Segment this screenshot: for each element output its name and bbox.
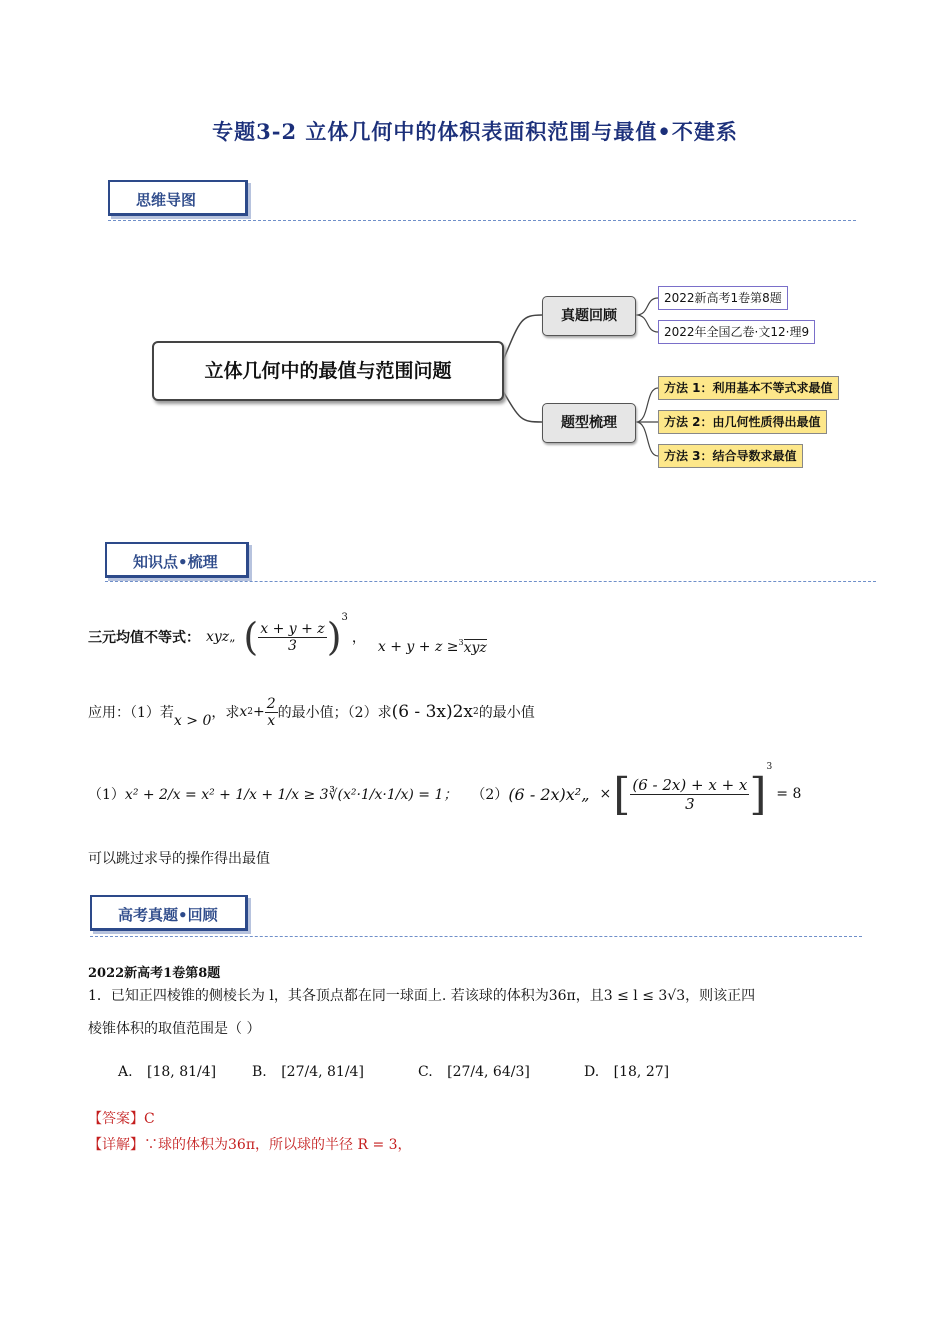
solution2-label: （2）: [471, 787, 509, 803]
option-label: D.: [584, 1064, 600, 1080]
fraction-numerator: x + y + z: [260, 620, 325, 637]
page-title: 专题3-2 立体几何中的体积表面积范围与最值•不建系: [212, 119, 738, 144]
paren-open: (: [243, 615, 259, 659]
mindmap-leaf-method: 方法 3：结合导数求最值: [658, 444, 803, 468]
exam-source: 2022新高考1卷第8题: [88, 966, 221, 981]
solution2-fraction: [630, 776, 749, 813]
inequality-leq: „: [229, 630, 236, 644]
mindmap-leaf-method: 方法 2：由几何性质得出最值: [658, 410, 827, 434]
mindmap-leaf-method: 方法 1：利用基本不等式求最值: [658, 376, 839, 400]
fraction-numerator: 2: [266, 695, 276, 712]
section-divider: [105, 581, 876, 582]
option-label: C.: [418, 1064, 433, 1080]
fraction-denominator: x: [267, 712, 276, 729]
application-fraction: [265, 696, 278, 729]
fraction-denominator: 3: [288, 637, 297, 654]
option-d[interactable]: [584, 1064, 669, 1080]
option-label: A.: [118, 1064, 133, 1080]
answer-line: [88, 1108, 155, 1128]
section-tab-knowledge: 知识点•梳理: [105, 542, 249, 578]
paren-close: ): [326, 615, 342, 659]
option-value: [27/4, 64/3]: [447, 1064, 530, 1080]
bracket-close: ]: [749, 768, 767, 820]
application-expr2: (6 - 3x)2x: [391, 702, 474, 722]
inequality-fraction: [258, 621, 326, 654]
section-divider: [90, 936, 862, 937]
application-label: 应用：（1）若: [88, 705, 174, 721]
root-argument: xyz: [463, 639, 487, 656]
application-expr1: x: [239, 704, 248, 720]
root-index: 3: [458, 637, 464, 647]
solution-line: [88, 762, 801, 826]
inequality-rhs: x + y + z ≥: [377, 639, 459, 655]
detail-line: [88, 1134, 412, 1154]
solution1-text: x² + 2/x = x² + 1/x + 1/x ≥ 3∛(x²·1/x·1/x) = 1；: [124, 787, 458, 803]
application-condition: x > 0: [173, 713, 212, 729]
question-line-2: 棱锥体积的取值范围是（ ）: [88, 1021, 261, 1037]
option-value: [27/4, 81/4]: [281, 1064, 364, 1080]
solution2-power: 3: [766, 762, 773, 772]
fraction-denominator: 3: [685, 794, 695, 813]
detail-tag: 【详解】: [88, 1137, 144, 1153]
inequality-line: [88, 612, 487, 662]
mindmap-leaf: 2022新高考1卷第8题: [658, 286, 788, 310]
inequality-power: 3: [341, 612, 348, 623]
detail-text: ∵球的体积为36π，所以球的半径 R = 3，: [144, 1137, 412, 1153]
solution2-rhs: = 8: [776, 786, 802, 802]
solution2-times: ×: [599, 786, 612, 802]
inequality-lhs: xyz: [206, 629, 230, 645]
section-tab-exam: 高考真题•回顾: [90, 895, 248, 931]
knowledge-note: 可以跳过求导的操作得出最值: [88, 851, 270, 867]
application-mid: ，求: [211, 705, 240, 721]
application-line: [88, 690, 535, 734]
application-plus: +: [253, 704, 265, 720]
option-b[interactable]: [252, 1064, 364, 1080]
option-value: [18, 27]: [613, 1064, 670, 1080]
application-tail1: 的最小值；（2）求: [277, 705, 392, 721]
mindmap-leaf: 2022年全国乙卷·文12·理9: [658, 320, 815, 344]
question-line-1: 1．已知正四棱锥的侧棱长为 l，其各顶点都在同一球面上. 若该球的体积为36π，且3 ≤ l ≤ 3√3，则该正四: [88, 988, 756, 1004]
option-a[interactable]: [118, 1064, 216, 1080]
option-label: B.: [252, 1064, 267, 1080]
inequality-label: 三元均值不等式：: [88, 630, 200, 646]
inequality-comma: ，: [351, 630, 366, 646]
section-divider: [108, 220, 856, 221]
option-value: [18, 81/4]: [147, 1064, 217, 1080]
mindmap-branch-types: 题型梳理: [542, 403, 636, 443]
mindmap-root: 立体几何中的最值与范围问题: [152, 341, 504, 401]
application-tail2: 的最小值: [478, 705, 535, 721]
solution1-label: （1）: [88, 787, 125, 803]
option-c[interactable]: [418, 1064, 530, 1080]
expr1-exponent: 2: [247, 707, 253, 717]
answer-tag: 【答案】: [88, 1111, 144, 1127]
solution2-lhs: (6 - 2x)x²„: [508, 784, 590, 804]
mindmap-branch-review: 真题回顾: [542, 296, 636, 336]
answer-value: C: [144, 1111, 155, 1127]
bracket-open: [: [613, 768, 631, 820]
expr2-exponent: 2: [473, 707, 479, 717]
fraction-numerator: (6 - 2x) + x + x: [632, 775, 748, 794]
section-tab-mindmap: 思维导图: [108, 180, 248, 216]
